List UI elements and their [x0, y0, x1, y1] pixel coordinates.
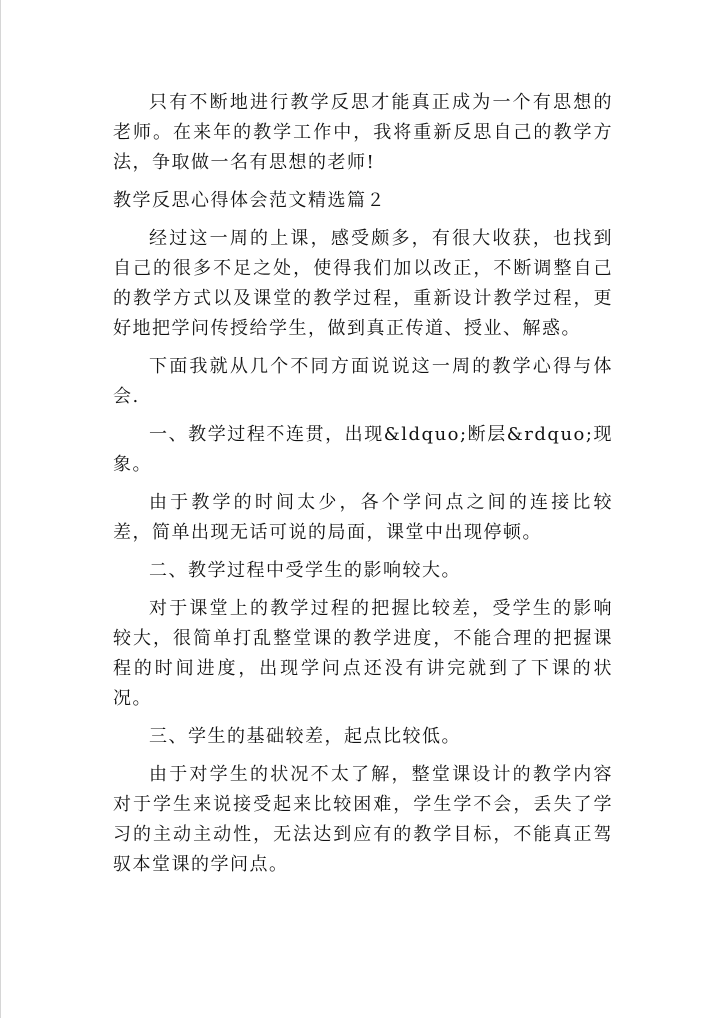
point-two-detail: 对于课堂上的教学过程的把握比较差，受学生的影响较大，很简单打乱整堂课的教学进度，不能合理的把握课程的时间进度，出现学问点还没有讲完就到了下课的状况。 — [113, 598, 613, 709]
section-heading: 教学反思心得体会范文精选篇２ — [113, 190, 386, 211]
point-three-detail: 由于对学生的状况不太了解，整堂课设计的教学内容对于学生来说接受起来比较困难，学生学不会，丢失了学习的主动主动性，无法达到应有的教学目标，不能真正驾驭本堂课的学问点。 — [113, 764, 613, 875]
point-three-heading: 三、学生的基础较差，起点比较低。 — [149, 726, 461, 747]
paragraph-week-summary: 经过这一周的上课，感受颇多，有很大收获，也找到自己的很多不足之处，使得我们加以改正，不断调整自己的教学方式以及课堂的教学过程，重新设计教学过程，更好地把学问传授给学生，做到真正传道、授业、解惑。 — [113, 228, 613, 339]
document-body — [113, 88, 613, 888]
point-one-heading: 一、教学过程不连贯，出现&ldquo;断层&rdquo;现象。 — [113, 424, 613, 475]
paragraph-reflection-conclusion: 只有不断地进行教学反思才能真正成为一个有思想的老师。在来年的教学工作中，我将重新反思自己的教学方法，争取做一名有思想的老师! — [113, 92, 613, 173]
point-two-heading: 二、教学过程中受学生的影响较大。 — [149, 560, 461, 581]
point-one-detail: 由于教学的时间太少，各个学问点之间的连接比较差，简单出现无话可说的局面，课堂中出现停顿。 — [113, 492, 613, 543]
paragraph-intro: 下面我就从几个不同方面说说这一周的教学心得与体会. — [113, 356, 613, 407]
